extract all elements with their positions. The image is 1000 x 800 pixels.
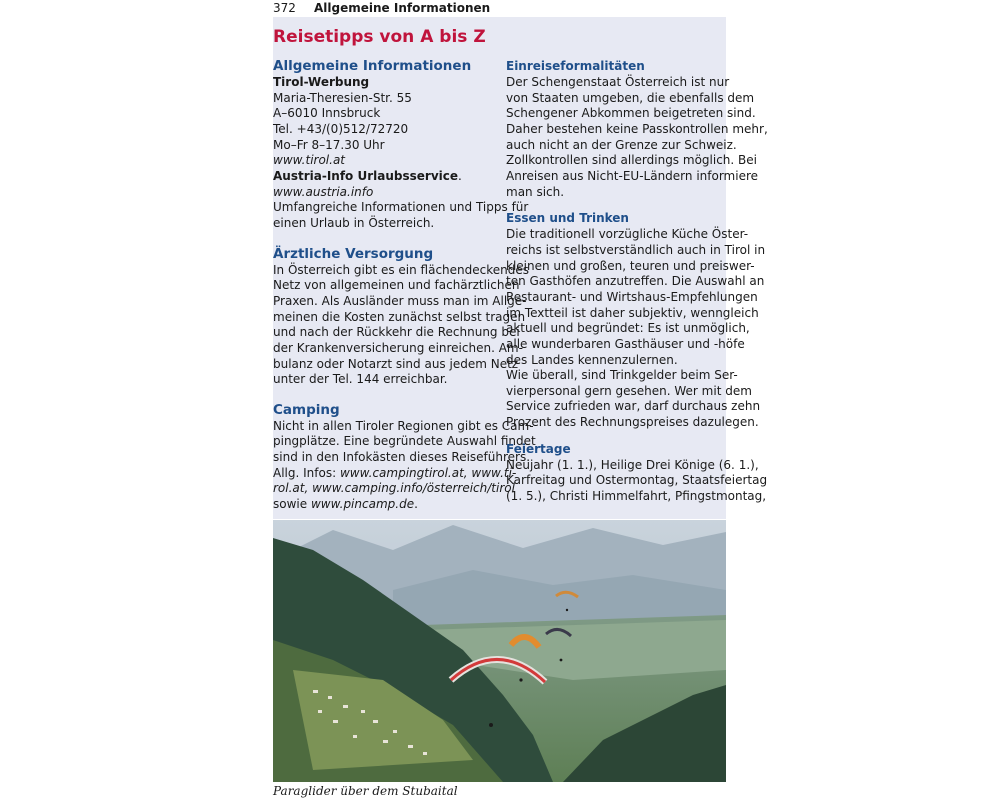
medical-line: und nach der Rückkehr die Rechnung bei — [273, 325, 520, 340]
medical-line: Praxen. Als Ausländer muss man im Allge- — [273, 293, 527, 308]
mountain-valley-illustration — [273, 520, 726, 782]
medical-line: unter der Tel. 144 erreichbar. — [273, 372, 448, 387]
tips-line: vierpersonal gern gesehen. Wer mit dem — [506, 383, 752, 398]
camping-dot: . — [414, 497, 418, 512]
entry-line: Der Schengenstaat Österreich ist nur — [506, 75, 730, 89]
food-line: des Landes kennenzulernen. — [506, 352, 678, 367]
tips-line: Service zufrieden war, darf durchaus zehn — [506, 399, 761, 414]
holidays-line: (1. 5.), Christi Himmelfahrt, Pfingstmontag, — [506, 489, 767, 504]
heading-entry: Einreiseformalitäten — [506, 59, 645, 73]
food-line: reichs ist selbstverständlich auch in Tirol in — [506, 242, 766, 257]
food-line: im Textteil ist daher subjektiv, wenngleich — [506, 305, 759, 320]
link-pincamp[interactable]: www.pincamp.de — [310, 497, 415, 512]
spacer — [273, 232, 495, 246]
address-street: Maria-Theresien-Str. 55 — [273, 90, 412, 105]
camping-sowie: sowie — [273, 497, 311, 512]
general-text-line: Umfangreiche Informationen und Tipps für — [273, 200, 529, 215]
opening-hours: Mo–Fr 8–17.30 Uhr — [273, 137, 385, 152]
medical-line: Netz von allgemeinen und fachärztlichen — [273, 278, 520, 293]
page-title: Reisetipps von A bis Z — [273, 27, 486, 47]
food-line: aktuell und begründet: Es ist unmöglich, — [506, 321, 750, 336]
org-austria-info-dot: . — [458, 168, 462, 183]
org-austria-info-name: Austria-Info Urlaubsservice — [273, 168, 459, 183]
link-austria[interactable]: www.austria.info — [273, 184, 374, 199]
entry-line: von Staaten umgeben, die ebenfalls dem — [506, 90, 755, 105]
tips-line: Prozent des Rechnungspreises dazulegen. — [506, 415, 759, 430]
entry-line: Anreisen aus Nicht-EU-Ländern informiere — [506, 168, 758, 183]
paraglider-photo — [273, 520, 726, 782]
link-camping-info[interactable]: rol.at, www.camping.info/österreich/tirol — [273, 481, 515, 496]
spacer — [506, 200, 726, 210]
camping-line: sind in den Infokästen dieses Reiseführers. — [273, 450, 531, 465]
entry-line: man sich. — [506, 184, 565, 199]
general-text-line: einen Urlaub in Österreich. — [273, 215, 435, 230]
org-austria-info — [273, 169, 495, 185]
holidays-line: Karfreitag und Ostermontag, Staatsfeiertag — [506, 473, 768, 488]
tips-line: Wie überall, sind Trinkgelder beim Ser- — [506, 368, 738, 383]
food-line: Restaurant- und Wirtshaus-Empfehlungen — [506, 289, 758, 304]
camping-line: pingplätze. Eine begründete Auswahl findet — [273, 434, 536, 449]
org-tirol-werbung: Tirol-Werbung — [273, 75, 370, 89]
medical-line: der Krankenversicherung einreichen. Am- — [273, 340, 523, 355]
food-line: Die traditionell vorzügliche Küche Öster- — [506, 227, 749, 242]
medical-line: bulanz oder Notarzt sind aus jedem Netz — [273, 356, 519, 371]
photo-caption: Paraglider über dem Stubaital — [273, 784, 458, 798]
address-city: A–6010 Innsbruck — [273, 106, 381, 121]
holidays-line: Neujahr (1. 1.), Heilige Drei Könige (6. 1.), — [506, 457, 759, 472]
phone: Tel. +43/(0)512/72720 — [273, 121, 409, 136]
right-column — [506, 58, 768, 505]
spacer — [273, 388, 495, 402]
link-tirol[interactable]: www.tirol.at — [273, 153, 346, 168]
page-number: 372 — [273, 1, 296, 15]
camping-line: Nicht in allen Tiroler Regionen gibt es Cam- — [273, 418, 534, 433]
heading-holidays: Feiertage — [506, 441, 571, 456]
entry-line: Schengener Abkommen beigetreten sind. — [506, 106, 756, 121]
heading-camping: Camping — [273, 401, 340, 418]
running-head — [273, 0, 726, 18]
heading-medical: Ärztliche Versorgung — [273, 245, 434, 262]
camping-infos-label: Allg. Infos: — [273, 465, 340, 480]
heading-food: Essen und Trinken — [506, 211, 629, 226]
medical-line: meinen die Kosten zunächst selbst tragen — [273, 309, 526, 324]
entry-line: Daher bestehen keine Passkontrollen mehr, — [506, 121, 768, 136]
running-head-section: Allgemeine Informationen — [314, 1, 491, 15]
camping-line — [273, 465, 517, 482]
entry-line: auch nicht an der Grenze zur Schweiz. — [506, 137, 737, 152]
medical-line: In Österreich gibt es ein flächendeckendes — [273, 262, 530, 277]
food-line: alle wunderbaren Gasthäuser und -höfe — [506, 336, 745, 351]
food-line: ten Gasthöfen anzutreffen. Die Auswahl an — [506, 274, 765, 289]
entry-line: Zollkontrollen sind allerdings möglich. Bei — [506, 153, 757, 168]
food-line: kleinen und großen, teuren und preiswer- — [506, 258, 755, 273]
spacer — [506, 431, 726, 441]
book-page — [273, 0, 768, 800]
link-campingtirol[interactable]: www.campingtirol.at, www.ti- — [339, 465, 517, 480]
camping-line — [273, 497, 495, 513]
heading-general-info: Allgemeine Informationen — [273, 58, 472, 74]
